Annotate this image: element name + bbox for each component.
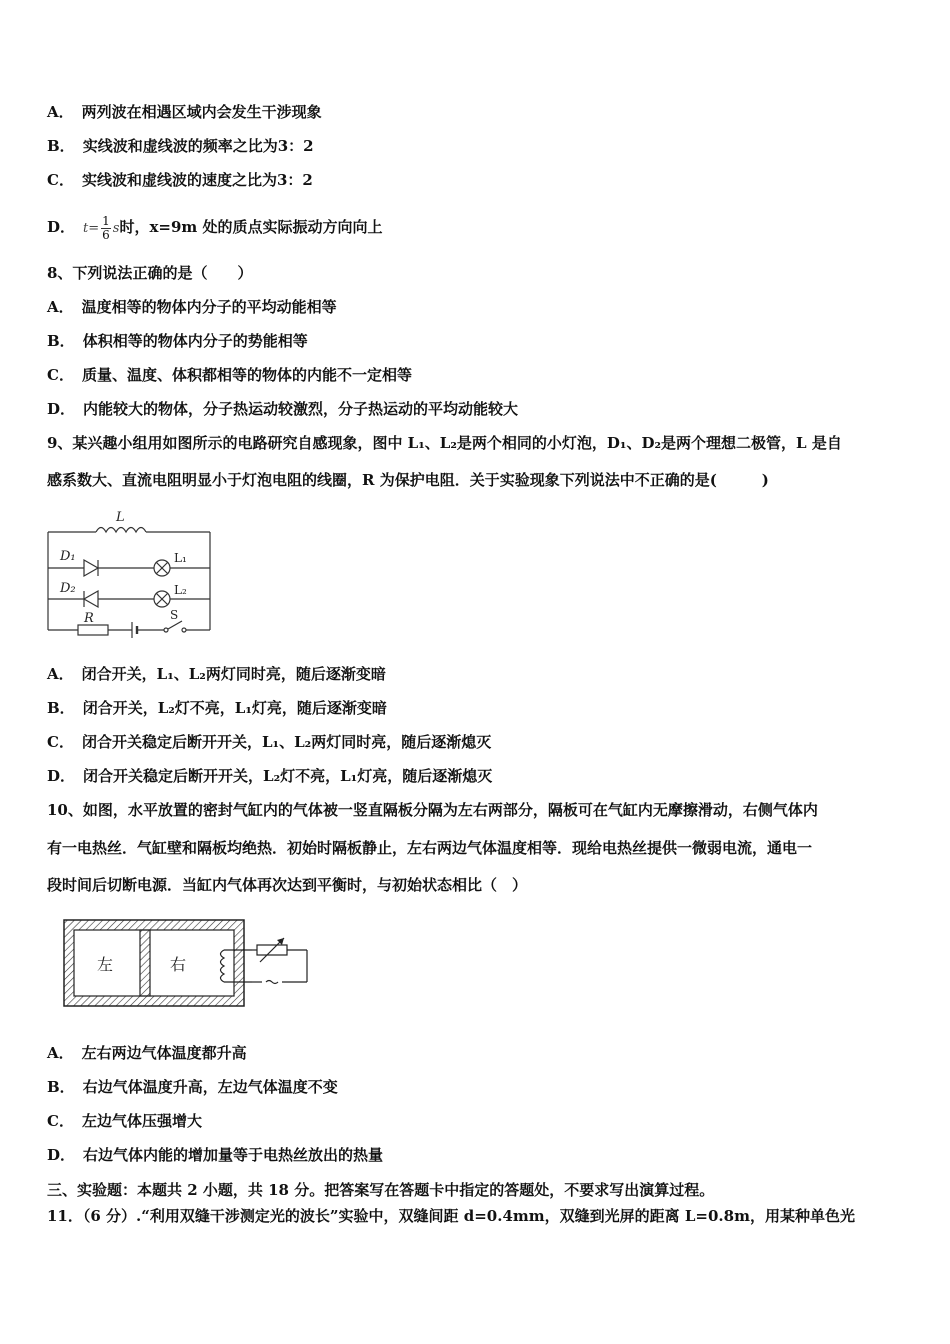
option-text: 闭合开关，L₁、L₂两灯同时亮，随后逐渐变暗 (81, 665, 386, 683)
option-label: B． (47, 699, 75, 717)
option-label: C． (47, 366, 74, 384)
fraction-denominator: 6 (102, 227, 110, 242)
time-unit: s (112, 221, 120, 236)
section-heading: 三、实验题：本题共 2 小题，共 18 分。把答案写在答题卡中指定的答题处，不要求写出演算过程。 (47, 1181, 715, 1199)
right-chamber-label: 右 (170, 955, 187, 974)
q8-option-c (47, 365, 412, 385)
option-label: D． (47, 1146, 76, 1164)
time-variable: t (83, 221, 89, 236)
q7-option-b (47, 136, 314, 156)
fraction-numerator: 1 (102, 213, 110, 228)
option-label: D． (47, 400, 76, 418)
diode-d2-label: D₂ (60, 581, 76, 596)
q9-option-a (47, 664, 386, 684)
q7-option-c (47, 170, 313, 190)
q9-stem-line-2: 感系数大、直流电阻明显小于灯泡电阻的线圈，R 为保护电阻．关于实验现象下列说法中不正确的是( ) (47, 471, 769, 489)
option-text: 两列波在相遇区域内会发生干涉现象 (81, 103, 322, 121)
q9-option-c (47, 732, 491, 752)
option-text: 闭合开关稳定后断开开关，L₂灯不亮，L₁灯亮，随后逐渐熄灭 (83, 767, 493, 785)
option-text: 实线波和虚线波的频率之比为3：2 (82, 137, 314, 155)
inductor-label: L (116, 510, 125, 525)
option-label: A． (47, 103, 74, 121)
option-label: B． (47, 137, 75, 155)
equals-sign: = (88, 221, 100, 236)
option-text: 温度相等的物体内分子的平均动能相等 (81, 298, 337, 316)
q9-option-d (47, 766, 492, 786)
option-label: A． (47, 1044, 74, 1062)
option-text: 左边气体压强增大 (81, 1112, 202, 1130)
option-label: A． (47, 298, 74, 316)
option-label: C． (47, 1112, 74, 1130)
lamp-l2-label: L₂ (174, 583, 187, 597)
option-label: B． (47, 332, 75, 350)
lamp-l1-label: L₁ (174, 551, 187, 565)
option-text: 时，x=9m 处的质点实际振动方向向上 (119, 218, 383, 236)
option-label: C． (47, 733, 74, 751)
option-label: D． (47, 767, 76, 785)
q10-stem-line-3: 段时间后切断电源．当缸内气体再次达到平衡时，与初始状态相比（ ） (47, 876, 528, 894)
q8-option-a (47, 297, 337, 317)
option-text: 右边气体内能的增加量等于电热丝放出的热量 (83, 1146, 384, 1164)
left-chamber-label: 左 (97, 955, 114, 974)
option-label: C． (47, 171, 74, 189)
q11-stem: 11．（6 分）.“利用双缝干涉测定光的波长”实验中，双缝间距 d=0.4mm，双缝到光屏的距离 L=0.8m，用某种单色光 (47, 1207, 855, 1225)
option-text: 实线波和虚线波的速度之比为3：2 (81, 171, 313, 189)
option-text: 闭合开关稳定后断开开关，L₁、L₂两灯同时亮，随后逐渐熄灭 (81, 733, 492, 751)
option-text: 内能较大的物体，分子热运动较激烈，分子热运动的平均动能较大 (83, 400, 519, 418)
switch-label: S (170, 608, 179, 622)
q8-option-d (47, 399, 518, 419)
option-label: B． (47, 1078, 75, 1096)
q9-circuit-diagram (44, 506, 216, 638)
resistor-label: R (84, 611, 94, 626)
option-label: D． (47, 218, 76, 236)
q7-option-a (47, 102, 322, 122)
q10-option-a (47, 1043, 247, 1063)
diode-d1-label: D₁ (60, 549, 76, 564)
q10-option-c (47, 1111, 202, 1131)
time-fraction (101, 215, 111, 242)
q7-option-d (47, 210, 383, 244)
q9-stem-line-1: 9、某兴趣小组用如图所示的电路研究自感现象，图中 L₁、L₂是两个相同的小灯泡，D₁、D₂是两个理想二极管，L 是自 (47, 434, 842, 452)
option-text: 左右两边气体温度都升高 (81, 1044, 247, 1062)
q8-stem: 8、下列说法正确的是（ ） (47, 264, 253, 282)
option-label: A． (47, 665, 74, 683)
q10-option-d (47, 1145, 383, 1165)
q8-option-b (47, 331, 308, 351)
q10-cylinder-diagram (62, 918, 312, 1008)
option-text: 体积相等的物体内分子的势能相等 (82, 332, 308, 350)
option-text: 右边气体温度升高，左边气体温度不变 (82, 1078, 338, 1096)
q10-stem-line-2: 有一电热丝．气缸壁和隔板均绝热．初始时隔板静止，左右两边气体温度相等．现给电热丝提供一微弱电流，通电一 (47, 839, 813, 857)
q10-option-b (47, 1077, 338, 1097)
option-text: 质量、温度、体积都相等的物体的内能不一定相等 (81, 366, 412, 384)
q10-stem-line-1: 10、如图，水平放置的密封气缸内的气体被一竖直隔板分隔为左右两部分，隔板可在气缸内无摩擦滑动，右侧气体内 (47, 801, 818, 819)
q9-option-b (47, 698, 387, 718)
option-text: 闭合开关，L₂灯不亮，L₁灯亮，随后逐渐变暗 (82, 699, 387, 717)
